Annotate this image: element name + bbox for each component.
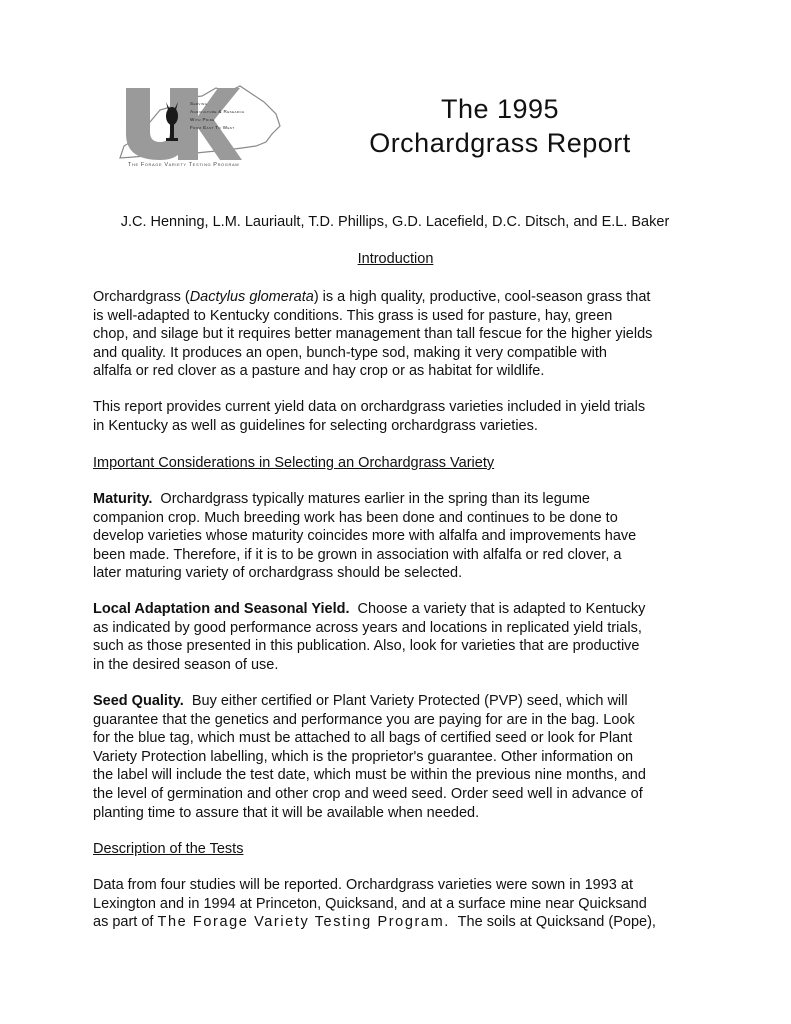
authors-line: J.C. Henning, L.M. Lauriault, T.D. Phillips, G.D. Lacefield, D.C. Ditsch, and E.L. Baker xyxy=(120,214,670,230)
paragraph-line: the label will include the test date, which must be within the previous nine months, and xyxy=(93,767,646,784)
paragraph-line: later maturing variety of orchardgrass should be selected. xyxy=(93,565,463,582)
adaptation-paragraph xyxy=(93,600,703,674)
paragraph-line: guarantee that the genetics and performance you are paying for are in the bag. Look xyxy=(93,711,635,728)
intro-paragraph xyxy=(93,288,703,381)
program-name: The Forage Variety Testing Program. xyxy=(157,914,450,931)
text-fragment: Orchardgrass ( xyxy=(93,289,190,305)
paragraph-line xyxy=(93,600,703,619)
logo-motto xyxy=(190,100,280,132)
title-line-1: The 1995 xyxy=(440,94,560,124)
paragraph-line xyxy=(93,490,703,509)
logo-motto-line: From East To West xyxy=(190,125,235,130)
paragraph-line: develop varieties whose maturity coincides more with alfalfa and improvements have xyxy=(93,528,637,545)
text-fragment: Orchardgrass typically matures earlier in the spring than its legume xyxy=(152,491,590,507)
paragraph-line: Variety Protection labelling, which is the proprietor's guarantee. Other information on xyxy=(93,748,634,765)
title-line-2: Orchardgrass Report xyxy=(369,128,631,158)
paragraph-line: as indicated by good performance across years and locations in replicated yield trials, xyxy=(93,619,642,636)
tests-heading: Description of the Tests xyxy=(93,841,244,857)
logo-caption: The Forage Variety Testing Program xyxy=(128,162,240,168)
seed-quality-paragraph xyxy=(93,692,703,822)
report-title xyxy=(340,92,660,160)
paragraph-line: companion crop. Much breeding work has been done and continues to be done to xyxy=(93,509,618,526)
paragraph-line: and quality. It produces an open, bunch-type sod, making it very compatible with xyxy=(93,344,607,361)
paragraph-line: Data from four studies will be reported. Orchardgrass varieties were sown in 1993 at xyxy=(93,877,633,893)
paragraph-line: Lexington and in 1994 at Princeton, Quicksand, and at a surface mine near Quicksand xyxy=(93,895,647,912)
text-fragment: Choose a variety that is adapted to Kentucky xyxy=(349,601,646,617)
paragraph-line: is well-adapted to Kentucky conditions. This grass is used for pasture, hay, green xyxy=(93,307,613,324)
paragraph-line: for the blue tag, which must be attached to all bags of certified seed or look for Plant xyxy=(93,730,633,747)
paragraph-line xyxy=(93,913,703,932)
paragraph-line: in the desired season of use. xyxy=(93,656,279,673)
species-name: Dactylus glomerata xyxy=(189,289,314,305)
text-fragment: The soils at Quicksand (Pope), xyxy=(449,914,656,931)
considerations-heading: Important Considerations in Selecting an Orchardgrass Variety xyxy=(93,455,495,471)
paragraph-line: This report provides current yield data on orchardgrass varieties included in yield trials xyxy=(93,399,646,415)
paragraph-line: such as those presented in this publication. Also, look for varieties that are productive xyxy=(93,638,640,655)
introduction-heading: Introduction xyxy=(357,251,434,267)
text-fragment: as part of xyxy=(93,914,158,931)
adaptation-label: Local Adaptation and Seasonal Yield. xyxy=(93,601,350,617)
paragraph-line: in Kentucky as well as guidelines for selecting orchardgrass varieties. xyxy=(93,417,538,434)
text-fragment: Buy either certified or Plant Variety Protected (PVP) seed, which will xyxy=(183,693,628,709)
report-purpose-paragraph xyxy=(93,398,703,435)
tests-paragraph xyxy=(93,876,703,932)
paragraph-line: planting time to assure that it will be available when needed. xyxy=(93,804,480,821)
paragraph-line: chop, and silage but it requires better management than tall fescue for the higher yields xyxy=(93,326,653,343)
seed-quality-label: Seed Quality. xyxy=(93,693,184,709)
paragraph-line: been made. Therefore, if it is to be grown in association with alfalfa or red clover, a xyxy=(93,546,622,563)
logo-motto-line: Agriculture & Research xyxy=(190,109,245,114)
maturity-paragraph xyxy=(93,490,703,583)
paragraph-line: alfalfa or red clover as a pasture and hay crop or as habitat for wildlife. xyxy=(93,363,545,380)
tests-heading-block xyxy=(93,840,703,859)
paragraph-line xyxy=(93,692,703,711)
paragraph-line: the level of germination and other crop and weed seed. Order seed well in advance of xyxy=(93,785,643,802)
logo-motto-line: Serving xyxy=(190,101,208,106)
text-fragment: ) is a high quality, productive, cool-season grass that xyxy=(313,289,651,305)
paragraph-line xyxy=(93,288,703,307)
logo-motto-line: With Pride xyxy=(190,117,215,122)
maturity-label: Maturity. xyxy=(93,491,153,507)
considerations-heading-block xyxy=(93,454,703,473)
